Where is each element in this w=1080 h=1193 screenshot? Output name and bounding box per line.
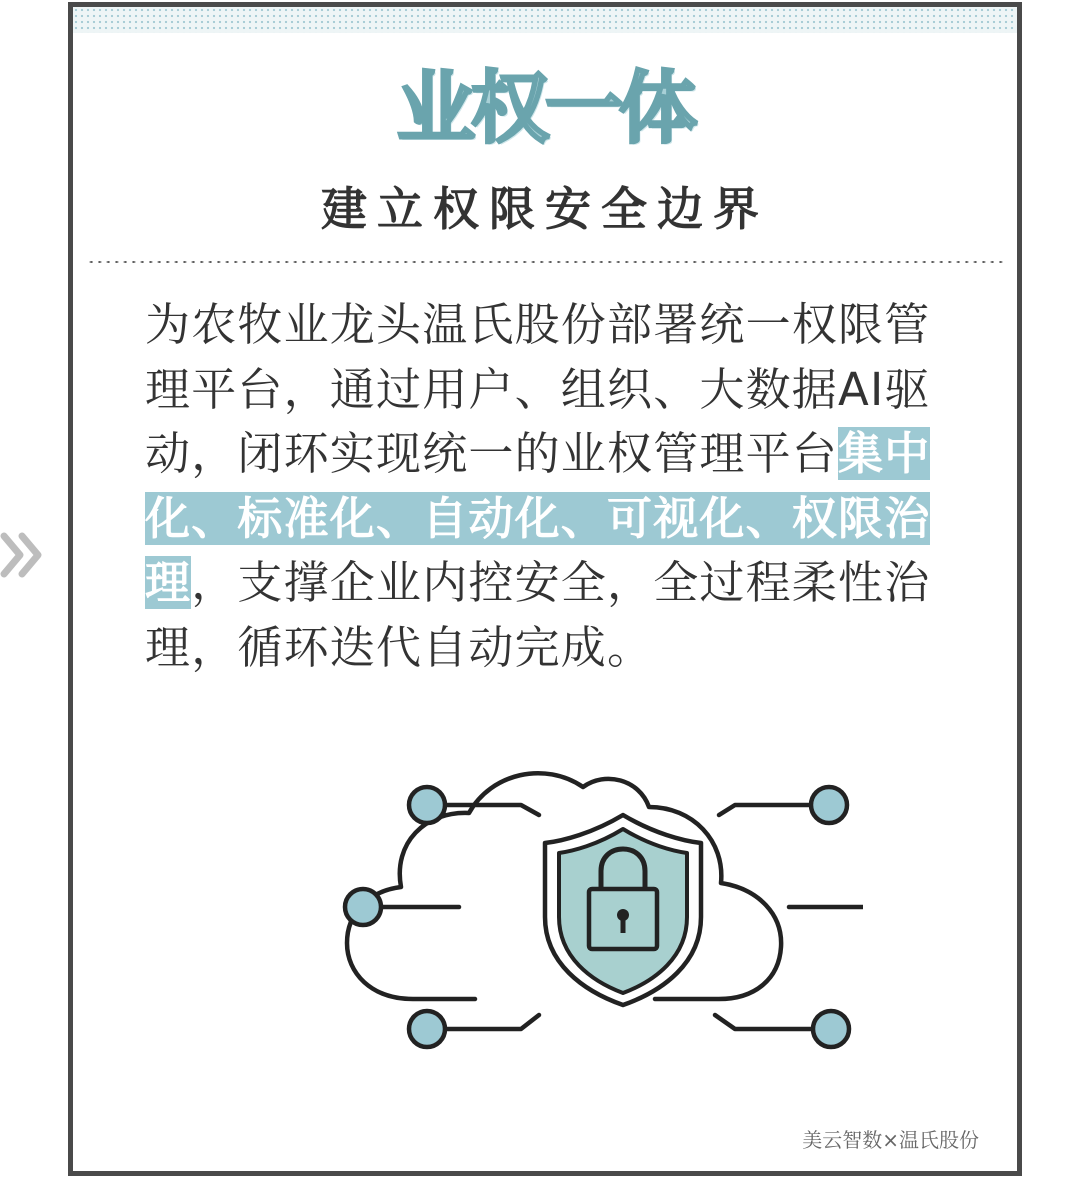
info-card bbox=[68, 2, 1022, 1176]
cloud-shield-lock-icon bbox=[263, 767, 863, 1057]
page-title: 业权一体 bbox=[396, 64, 693, 154]
dotted-divider bbox=[87, 260, 1007, 264]
body-text-part-2: ，支撑企业内控安全，全过程柔性治理，循环迭代自动完成。 bbox=[145, 556, 931, 674]
page-subtitle: 建立权限安全边界 bbox=[321, 182, 769, 236]
double-chevron-right-icon bbox=[0, 524, 46, 586]
body-paragraph bbox=[145, 293, 953, 680]
dotted-pattern-strip bbox=[73, 7, 1017, 33]
body-text-part-1: 为农牧业龙头温氏股份部署统一权限管理平台，通过用户、组织、大数据AI驱动，闭环实现统一的业权管理平台 bbox=[145, 298, 931, 480]
credit-text: 美云智数×温氏股份 bbox=[802, 1128, 979, 1152]
body-highlight: 集中化、标准化、自动化、可视化、权限治理 bbox=[145, 427, 931, 609]
